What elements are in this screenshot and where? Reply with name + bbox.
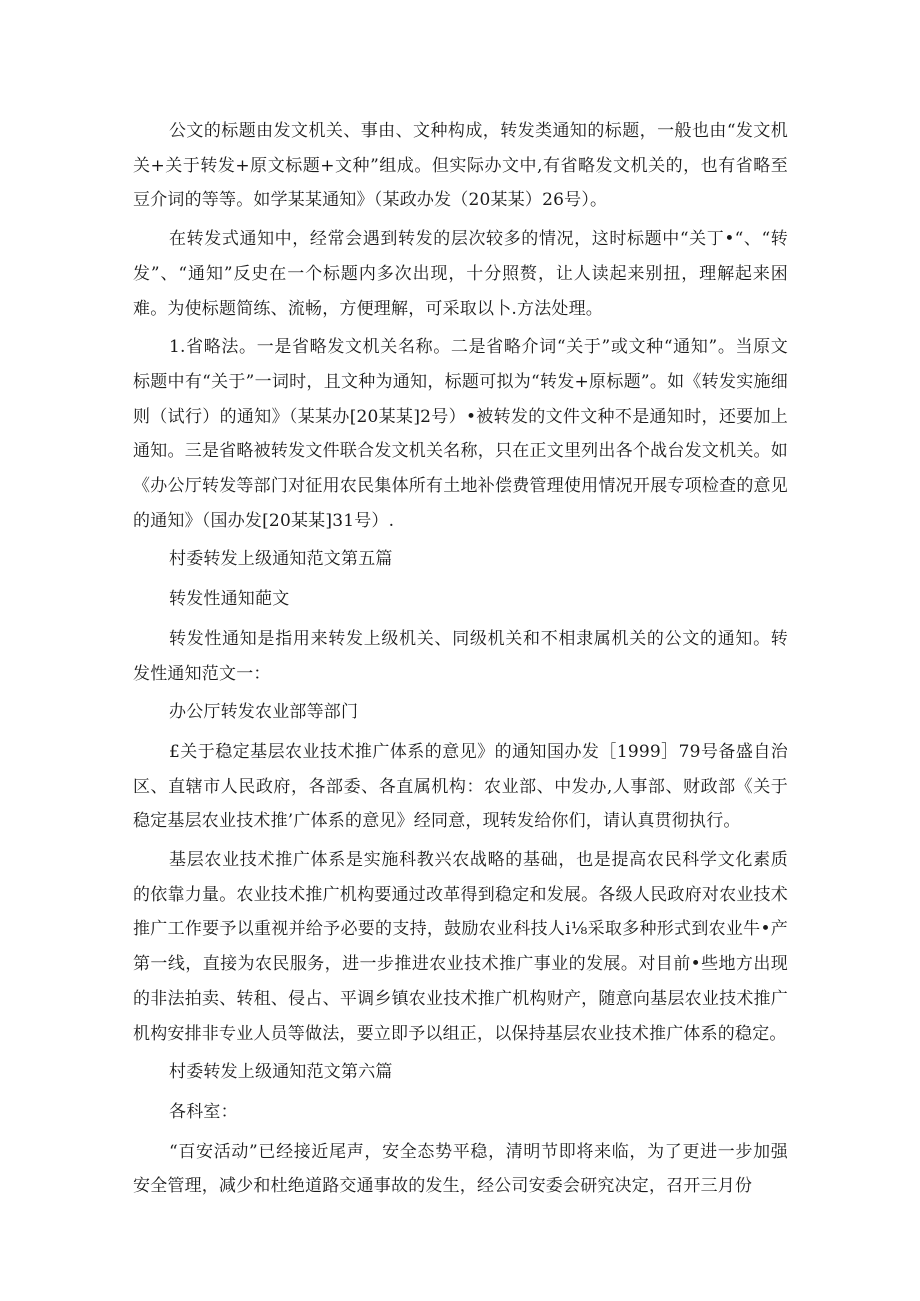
paragraph-title-composition: 公文的标题由发文机关、事由、文种构成，转发类通知的标题，一般也由“发文机关+关于转发+原文标题+文种”组成。但实际办文中,有省略发文机关的，也有省略至豆介词的等等。如学某某通知》（某政办发（20某某）26号）。	[133, 121, 788, 211]
paragraph-agri-tech-system: 基层农业技术推广体系是实施科教兴农战略的基础，也是提高农民科学文化素质的依靠力量。农业技术推广机构要通过改革得到稳定和发展。各级人民政府对农业技术推广工作要予以重视并给予必要的支持，鼓励农业科技人i⅛采取多种形式到农业牛•产第一线，直接为农民服务，进一步推进农业技术推广事业的发展。对目前•些地方出现的非法拍卖、转租、侵占、平调乡镇农业技术推广机构财产，随意向基层农业技术推广机构安排非专业人员等做法，要立即予以组正，以保持基层农业技术推广体系的稳定。	[133, 850, 788, 1044]
paragraph-omission-method: 1.省略法。一是省略发文机关名称。二是省略介词“关于”或文种“通知”。当原文标题中有“关于”一词时，且文种为通知，标题可拟为“转发+原标题”。如《转发实施细则（试行）的通知》（某某办[20某某]2号）•被转发的文件文种不是通知时，还要加上通知。三是省略被转发文件联合发文机关名称，只在正文里列出各个战台发文机关。如《办公厅转发等部门对征用农民集体所有土地补偿费管理使用情况开展专项检查的意见的通知》（国办发[20某某]31号）.	[133, 337, 788, 531]
section-heading-six: 村委转发上级通知范文第六篇	[169, 1062, 393, 1083]
subheading-forwarding-notice: 转发性通知葩文	[169, 589, 290, 610]
paragraph-forwarding-definition: 转发性通知是指用来转发上级机关、同级机关和不相隶属机关的公文的通知。转发性通知范文一：	[133, 628, 788, 684]
paragraph-salutation: 各科室：	[169, 1101, 238, 1122]
paragraph-safety-activity: “百安活动”已经接近尾声，安全态势平稳，清明节即将来临，为了更进一步加强安全管理，减少和杜绝道路交通事故的发生，经公司安委会研究决定，召开三月份	[133, 1141, 788, 1197]
paragraph-notice-header: £关于稳定基层农业技术推广体系的意见》的通知国办发［1999］79号备盛自治区、直辖市人民政府，各部委、各直属机构：农业部、中发办,人事部、财政部《关于稳定基层农业技术推’广体系的意见》经同意，现转发给你们，请认真贯彻执行。	[133, 741, 788, 832]
paragraph-office-forward: 办公厅转发农业部等部门	[169, 702, 359, 723]
section-heading-five: 村委转发上级通知范文第五篇	[169, 549, 393, 570]
document-body	[133, 114, 788, 1208]
paragraph-forwarding-levels: 在转发式通知中，经常会遇到转发的层次较多的情况，这时标题中“关丁•“、“转发”、“通知”反史在一个标题内多次出现，十分照赘，让人读起来别扭，理解起来困难。为使标题简练、流畅，方便理解，可采取以卜.方法处理。	[133, 229, 788, 319]
